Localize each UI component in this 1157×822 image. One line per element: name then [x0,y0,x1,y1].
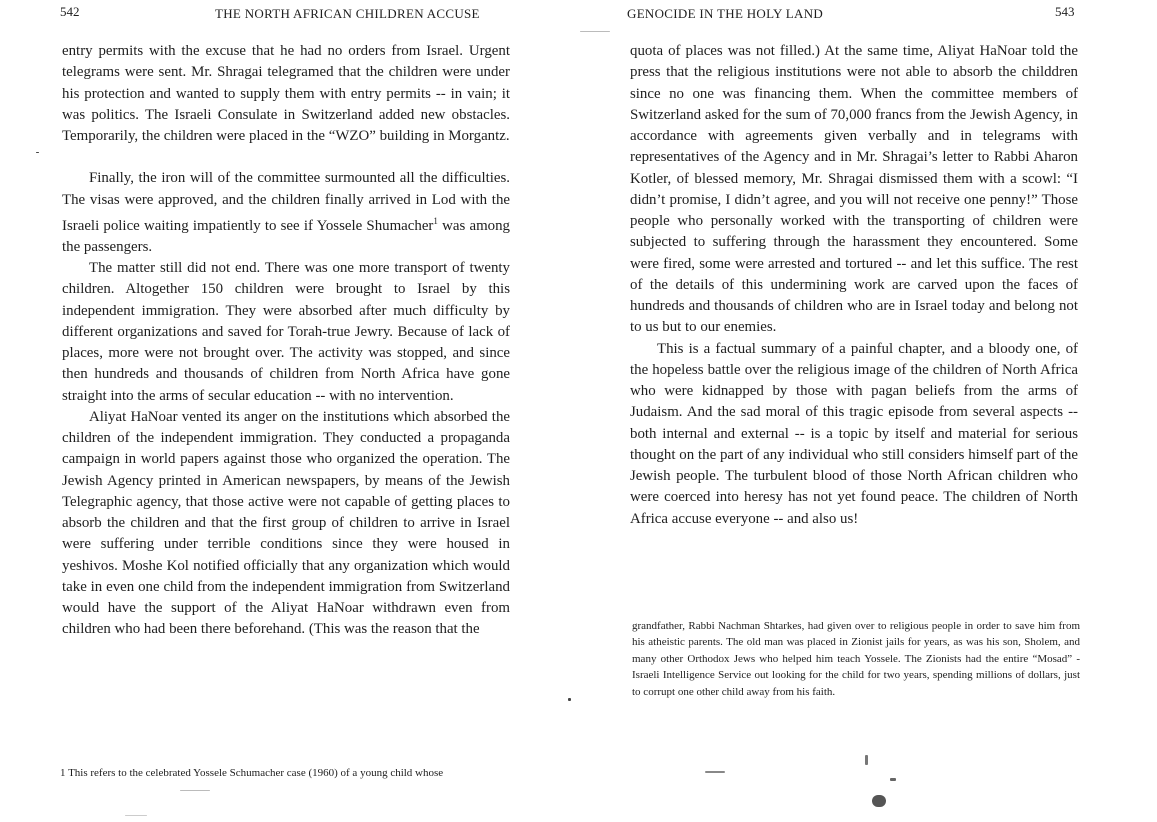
scan-speck [872,795,886,807]
paragraph: entry permits with the excuse that he had no orders from Israel. Urgent telegrams were sent. Mr. Shragai telegramed that the children were under his protection and wanted to supply them with entry permits -- in vain; it was politics. The Israeli Consulate in Switzerland added new obstacles. Temporarily, the children were placed in the “WZO” building in Morgantz. [62,43,510,144]
scan-speck [890,778,896,781]
scan-speck [580,31,610,32]
scan-speck [865,755,868,765]
running-head: GENOCIDE IN THE HOLY LAND [627,6,824,21]
footnote-ref: 1 [433,215,438,226]
scan-speck [180,790,210,791]
scan-speck [705,771,725,773]
scan-speck [568,698,571,701]
scan-speck [36,152,39,153]
footnote-text: This refers to the celebrated Yossele Schumacher case (1960) of a young child whose [68,767,444,779]
page-number: 543 [1055,4,1075,19]
footnote-marker: 1 [60,767,66,779]
paragraph: Aliyat HaNoar vented its anger on the institutions which absorbed the children of the independent immigration. They conducted a propaganda campaign in world papers against those who organized the operation. The Jewish Agency printed in American newspapers, by means of the Jewish Telegraphic agency, that those active were not capable of getting places to absorb the children and that the first group of children to arrive in Israel were suffering under terrible conditions since they were housed in yeshivos. Moshe Kol notified officially that any organization which would take in even one child from the independent immigration from Switzerland would have the support of the Aliyat HaNoar withdrawn even from children who had been there beforehand. (This was the reason that the [62,408,510,638]
paragraph: The matter still did not end. There was one more transport of twenty children. Altogether 150 children were brought to Israel by this independent immigration. They were absorbed after much difficulty by different organizations and saved for Torah-true Jewry. Because of lack of places, more were not brought over. The activity was stopped, and since then hundreds and thousands of children from North Africa have gone straight into the arms of secular education -- with no intervention. [62,260,510,404]
running-head: THE NORTH AFRICAN CHILDREN ACCUSE [215,6,480,21]
footnote [60,765,520,781]
left-body [62,41,510,641]
right-page [580,0,1157,822]
paragraph: Finally, the iron will of the committee surmounted all the difficulties. The visas were approved, and the children finally arrived in Lod with the Israeli police waiting impatiently to see if Yossele Shumacher$^1$ was among the passengers. [62,170,510,255]
right-body [630,41,1078,530]
scan-speck [125,815,147,816]
paragraph: quota of places was not filled.) At the same time, Aliyat HaNoar told the press that the religious institutions were not able to absorb the childdren since no one was financing them. When the committee members of Switzerland asked for the sum of 70,000 francs from the Jewish Agency, in accordance with agreements given verbally and in telegrams with representatives of the Agency and in Mr. Shragai’s letter to Rabbi Aharon Kotler, of blessed memory, Mr. Shragai dismissed them with a scowl: “I didn’t promise, I didn’t agree, and you will not receive one penny!” Those people who personally worked with the transporting of children were subjected to suffering through the harassment they encountered. Some were fired, some were arrested and tortured -- and let this suffice. The rest of the details of this undermining work are carved upon the faces of hundreds and thousands of children who are in Israel today and belong not to us but to our enemies. [630,43,1078,336]
page-number: 542 [60,4,80,19]
left-page [0,0,560,822]
paragraph: This is a factual summary of a painful chapter, and a bloody one, of the hopeless battle over the religious image of the children of North Africa who were kidnapped by those with pagan beliefs from the arms of Judaism. And the sad moral of this tragic episode from several aspects -- both internal and external -- is a topic by itself and material for serious thought on the part of any individual who still considers himself part of the Jewish people. The turbulent blood of those North African children who were coerced into heresy has not yet found peace. The children of North Africa accuse everyone -- and also us! [630,340,1078,527]
footnote-continued: grandfather, Rabbi Nachman Shtarkes, had given over to religious people in order to save him from his atheistic parents. The old man was placed in Zionist jails for years, as was his son, Sholem, and many other Orthodox Jews who helped him teach Yossele. The Zionists had the entire “Mosad” - Israeli Intelligence Service out looking for the child for two years, spending millions of dollars, just to corrupt one other child away from his faith. [632,620,1080,698]
